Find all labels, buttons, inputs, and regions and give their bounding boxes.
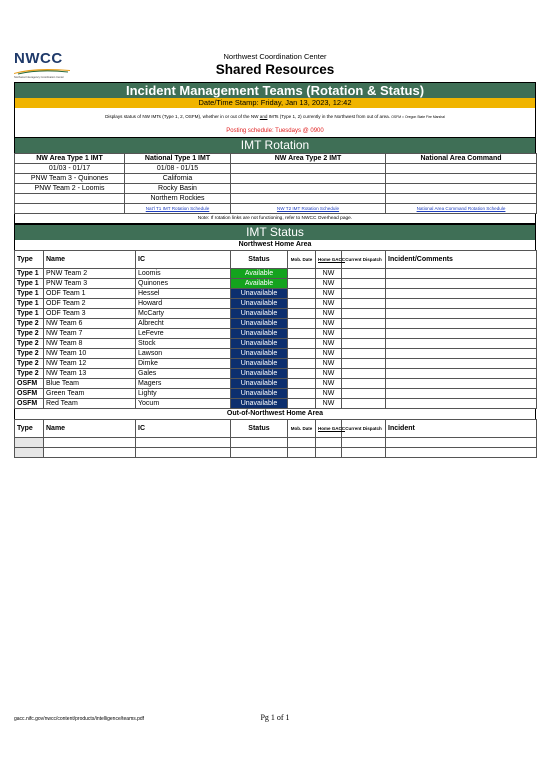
rotation-cell bbox=[231, 184, 386, 194]
col-home-gacc-label: Home GACC bbox=[318, 426, 346, 431]
col-type: Type bbox=[15, 251, 44, 269]
name-cell: NW Team 12 bbox=[44, 359, 136, 369]
name-cell: PNW Team 2 bbox=[44, 269, 136, 279]
page-title: Shared Resources bbox=[215, 62, 335, 77]
mob-date-cell bbox=[288, 329, 316, 339]
description-post: IMTs (Type 1, 2) currently in the Northwest from out of area. bbox=[267, 114, 392, 119]
out-of-nw-header: Out-of-Northwest Home Area bbox=[14, 409, 536, 419]
rotation-cell: 01/03 - 01/17 bbox=[15, 164, 125, 174]
timestamp: Date/Time Stamp: Friday, Jan 13, 2023, 12:42 bbox=[14, 98, 536, 108]
table-row bbox=[15, 359, 537, 369]
logo-text: NWCC bbox=[14, 50, 63, 67]
name-cell: NW Team 10 bbox=[44, 349, 136, 359]
ic-cell: Lighty bbox=[136, 389, 231, 399]
status-cell: Unavailable bbox=[231, 319, 288, 329]
ic-cell: McCarty bbox=[136, 309, 231, 319]
dispatch-cell bbox=[342, 309, 386, 319]
name-cell: NW Team 13 bbox=[44, 369, 136, 379]
dispatch-cell bbox=[342, 299, 386, 309]
rotation-row bbox=[15, 164, 537, 174]
org-name: Northwest Coordination Center bbox=[223, 52, 327, 61]
comments-cell bbox=[386, 359, 537, 369]
nw-home-area-header: Northwest Home Area bbox=[14, 240, 536, 250]
rotation-links-row bbox=[15, 204, 537, 214]
table-row bbox=[15, 279, 537, 289]
rotation-header-row bbox=[15, 154, 537, 164]
table-row bbox=[15, 269, 537, 279]
col-status: Status bbox=[231, 420, 288, 438]
description-pre: Displays status of NW IMTs (Type 1, 2, OSFM), whether in or out of the NW bbox=[105, 114, 260, 119]
dispatch-cell bbox=[342, 339, 386, 349]
document-body bbox=[14, 82, 536, 458]
name-cell: NW Team 8 bbox=[44, 339, 136, 349]
national-area-command-schedule-link[interactable]: National Area Command Rotation Schedule bbox=[386, 204, 537, 214]
ic-cell: Magers bbox=[136, 379, 231, 389]
rotation-cell bbox=[15, 194, 125, 204]
col-type: Type bbox=[15, 420, 44, 438]
home-gacc-cell: NW bbox=[316, 329, 342, 339]
oon-status-table bbox=[14, 419, 537, 458]
table-row bbox=[15, 438, 537, 448]
name-cell: ODF Team 3 bbox=[44, 309, 136, 319]
rotation-header: NW Area Type 1 IMT bbox=[15, 154, 125, 164]
type-cell: Type 2 bbox=[15, 319, 44, 329]
comments-cell bbox=[386, 309, 537, 319]
posting-schedule: Posting schedule: Tuesdays @ 0900 bbox=[14, 126, 536, 137]
mob-date-cell bbox=[288, 399, 316, 409]
logo-subtitle: Northwest Interagency Coordination Center bbox=[14, 76, 64, 79]
nw-status-rows bbox=[15, 269, 537, 409]
type-cell: Type 2 bbox=[15, 369, 44, 379]
type-cell: Type 1 bbox=[15, 289, 44, 299]
empty-cell bbox=[44, 438, 136, 448]
type-cell: Type 2 bbox=[15, 359, 44, 369]
rotation-link-empty bbox=[15, 204, 125, 214]
home-gacc-cell: NW bbox=[316, 349, 342, 359]
home-gacc-cell: NW bbox=[316, 269, 342, 279]
dispatch-cell bbox=[342, 379, 386, 389]
name-cell: Red Team bbox=[44, 399, 136, 409]
empty-cell bbox=[136, 448, 231, 458]
rotation-cell bbox=[386, 194, 537, 204]
empty-cell bbox=[316, 438, 342, 448]
empty-cell bbox=[316, 448, 342, 458]
empty-cell bbox=[386, 448, 537, 458]
col-home-gacc-label: Home GACC bbox=[318, 257, 346, 262]
type-cell: Type 2 bbox=[15, 329, 44, 339]
comments-cell bbox=[386, 339, 537, 349]
status-cell: Unavailable bbox=[231, 359, 288, 369]
mob-date-cell bbox=[288, 299, 316, 309]
type-cell: OSFM bbox=[15, 389, 44, 399]
col-incident: Incident bbox=[386, 420, 537, 438]
description-and: and bbox=[259, 114, 268, 119]
col-current-dispatch: Current Dispatch bbox=[342, 420, 386, 438]
rotation-header: National Type 1 IMT bbox=[125, 154, 231, 164]
home-gacc-cell: NW bbox=[316, 299, 342, 309]
main-banner: Incident Management Teams (Rotation & Status) bbox=[14, 82, 536, 98]
comments-cell bbox=[386, 299, 537, 309]
rotation-title: IMT Rotation bbox=[14, 137, 536, 153]
type-cell: Type 1 bbox=[15, 299, 44, 309]
status-cell: Unavailable bbox=[231, 309, 288, 319]
rotation-cell: PNW Team 3 - Quinones bbox=[15, 174, 125, 184]
mob-date-cell bbox=[288, 369, 316, 379]
rotation-row bbox=[15, 194, 537, 204]
status-cell: Unavailable bbox=[231, 399, 288, 409]
table-row bbox=[15, 319, 537, 329]
rotation-note: Note: If rotation links are not functioning, refer to NWCC Overhead page. bbox=[14, 214, 536, 224]
type-cell: Type 1 bbox=[15, 309, 44, 319]
rotation-table bbox=[14, 153, 537, 214]
dispatch-cell bbox=[342, 279, 386, 289]
status-header-row bbox=[15, 251, 537, 269]
ic-cell: Loomis bbox=[136, 269, 231, 279]
comments-cell bbox=[386, 369, 537, 379]
name-cell: PNW Team 3 bbox=[44, 279, 136, 289]
table-row bbox=[15, 299, 537, 309]
ic-cell: Quinones bbox=[136, 279, 231, 289]
comments-cell bbox=[386, 349, 537, 359]
name-cell: Blue Team bbox=[44, 379, 136, 389]
mob-date-cell bbox=[288, 359, 316, 369]
dispatch-cell bbox=[342, 389, 386, 399]
col-current-dispatch: Current Dispatch bbox=[342, 251, 386, 269]
mob-date-cell bbox=[288, 319, 316, 329]
status-title: IMT Status bbox=[14, 224, 536, 240]
description bbox=[14, 108, 536, 126]
mob-date-cell bbox=[288, 389, 316, 399]
comments-cell bbox=[386, 289, 537, 299]
status-cell: Unavailable bbox=[231, 289, 288, 299]
nw-status-table bbox=[14, 250, 537, 409]
status-cell: Unavailable bbox=[231, 379, 288, 389]
type-cell: OSFM bbox=[15, 399, 44, 409]
col-name: Name bbox=[44, 420, 136, 438]
mob-date-cell bbox=[288, 269, 316, 279]
status-cell: Unavailable bbox=[231, 329, 288, 339]
rotation-header: National Area Command bbox=[386, 154, 537, 164]
national-t1-schedule-link[interactable]: Nat'l T1 IMT Rotation Schedule bbox=[125, 204, 231, 214]
ic-cell: Howard bbox=[136, 299, 231, 309]
table-row bbox=[15, 289, 537, 299]
ic-cell: Yocum bbox=[136, 399, 231, 409]
home-gacc-cell: NW bbox=[316, 389, 342, 399]
status-cell: Available bbox=[231, 279, 288, 289]
type-cell: Type 2 bbox=[15, 339, 44, 349]
empty-cell bbox=[15, 448, 44, 458]
rotation-cell: PNW Team 2 - Loomis bbox=[15, 184, 125, 194]
home-gacc-cell: NW bbox=[316, 289, 342, 299]
status-cell: Available bbox=[231, 269, 288, 279]
mob-date-cell bbox=[288, 379, 316, 389]
dispatch-cell bbox=[342, 369, 386, 379]
col-home-gacc bbox=[316, 420, 346, 438]
comments-cell bbox=[386, 379, 537, 389]
empty-cell bbox=[44, 448, 136, 458]
col-name: Name bbox=[44, 251, 136, 269]
home-gacc-cell: NW bbox=[316, 399, 342, 409]
page-number: Pg 1 of 1 bbox=[260, 713, 290, 722]
table-row bbox=[15, 379, 537, 389]
status-cell: Unavailable bbox=[231, 389, 288, 399]
description-osfm: OSFM = Oregon State Fire Marshal bbox=[391, 115, 445, 119]
ic-cell: Hessel bbox=[136, 289, 231, 299]
rotation-header: NW Area Type 2 IMT bbox=[231, 154, 386, 164]
empty-cell bbox=[386, 438, 537, 448]
name-cell: ODF Team 1 bbox=[44, 289, 136, 299]
ic-cell: Stock bbox=[136, 339, 231, 349]
empty-cell bbox=[136, 438, 231, 448]
nw-t2-schedule-link[interactable]: NW T2 IMT Rotation Schedule bbox=[231, 204, 386, 214]
col-incident-comments: Incident/Comments bbox=[386, 251, 537, 269]
empty-cell bbox=[342, 438, 386, 448]
rotation-cell bbox=[386, 184, 537, 194]
name-cell: NW Team 7 bbox=[44, 329, 136, 339]
rotation-cell: Rocky Basin bbox=[125, 184, 231, 194]
empty-cell bbox=[231, 448, 288, 458]
rotation-cell bbox=[231, 194, 386, 204]
empty-cell bbox=[231, 438, 288, 448]
home-gacc-cell: NW bbox=[316, 369, 342, 379]
comments-cell bbox=[386, 269, 537, 279]
table-row bbox=[15, 448, 537, 458]
rotation-cell bbox=[386, 164, 537, 174]
dispatch-cell bbox=[342, 319, 386, 329]
table-row bbox=[15, 349, 537, 359]
dispatch-cell bbox=[342, 349, 386, 359]
rotation-cell: Northern Rockies bbox=[125, 194, 231, 204]
dispatch-cell bbox=[342, 289, 386, 299]
ic-cell: Albrecht bbox=[136, 319, 231, 329]
col-ic: IC bbox=[136, 420, 231, 438]
home-gacc-cell: NW bbox=[316, 309, 342, 319]
rotation-row bbox=[15, 184, 537, 194]
ic-cell: Lawson bbox=[136, 349, 231, 359]
comments-cell bbox=[386, 389, 537, 399]
col-status: Status bbox=[231, 251, 288, 269]
home-gacc-cell: NW bbox=[316, 379, 342, 389]
empty-cell bbox=[342, 448, 386, 458]
status-cell: Unavailable bbox=[231, 369, 288, 379]
home-gacc-cell: NW bbox=[316, 319, 342, 329]
mob-date-cell bbox=[288, 309, 316, 319]
name-cell: ODF Team 2 bbox=[44, 299, 136, 309]
mob-date-cell bbox=[288, 349, 316, 359]
table-row bbox=[15, 399, 537, 409]
table-row bbox=[15, 389, 537, 399]
rotation-cell: 01/08 - 01/15 bbox=[125, 164, 231, 174]
home-gacc-cell: NW bbox=[316, 359, 342, 369]
rotation-row bbox=[15, 174, 537, 184]
name-cell: NW Team 6 bbox=[44, 319, 136, 329]
empty-cell bbox=[15, 438, 44, 448]
oon-header-row bbox=[15, 420, 537, 438]
type-cell: OSFM bbox=[15, 379, 44, 389]
name-cell: Green Team bbox=[44, 389, 136, 399]
footer-url: gacc.nifc.gov/nwcc/content/products/intelligence/teams.pdf bbox=[14, 716, 145, 722]
rotation-cell bbox=[386, 174, 537, 184]
mob-date-cell bbox=[288, 339, 316, 349]
rotation-cell: California bbox=[125, 174, 231, 184]
empty-cell bbox=[288, 448, 316, 458]
table-row bbox=[15, 329, 537, 339]
col-mob-date: Mob. Date bbox=[288, 420, 316, 438]
comments-cell bbox=[386, 319, 537, 329]
dispatch-cell bbox=[342, 329, 386, 339]
dispatch-cell bbox=[342, 359, 386, 369]
col-ic: IC bbox=[136, 251, 231, 269]
dispatch-cell bbox=[342, 269, 386, 279]
comments-cell bbox=[386, 279, 537, 289]
rotation-cell bbox=[231, 174, 386, 184]
rotation-cell bbox=[231, 164, 386, 174]
status-cell: Unavailable bbox=[231, 339, 288, 349]
type-cell: Type 1 bbox=[15, 269, 44, 279]
table-row bbox=[15, 309, 537, 319]
table-row bbox=[15, 369, 537, 379]
type-cell: Type 2 bbox=[15, 349, 44, 359]
home-gacc-cell: NW bbox=[316, 339, 342, 349]
table-row bbox=[15, 339, 537, 349]
mob-date-cell bbox=[288, 289, 316, 299]
home-gacc-cell: NW bbox=[316, 279, 342, 289]
col-home-gacc bbox=[316, 251, 346, 269]
comments-cell bbox=[386, 399, 537, 409]
status-cell: Unavailable bbox=[231, 299, 288, 309]
status-cell: Unavailable bbox=[231, 349, 288, 359]
empty-cell bbox=[288, 438, 316, 448]
dispatch-cell bbox=[342, 399, 386, 409]
col-mob-date: Mob. Date bbox=[288, 251, 316, 269]
mob-date-cell bbox=[288, 279, 316, 289]
comments-cell bbox=[386, 329, 537, 339]
ic-cell: Dimke bbox=[136, 359, 231, 369]
type-cell: Type 1 bbox=[15, 279, 44, 289]
ic-cell: LeFevre bbox=[136, 329, 231, 339]
ic-cell: Gales bbox=[136, 369, 231, 379]
